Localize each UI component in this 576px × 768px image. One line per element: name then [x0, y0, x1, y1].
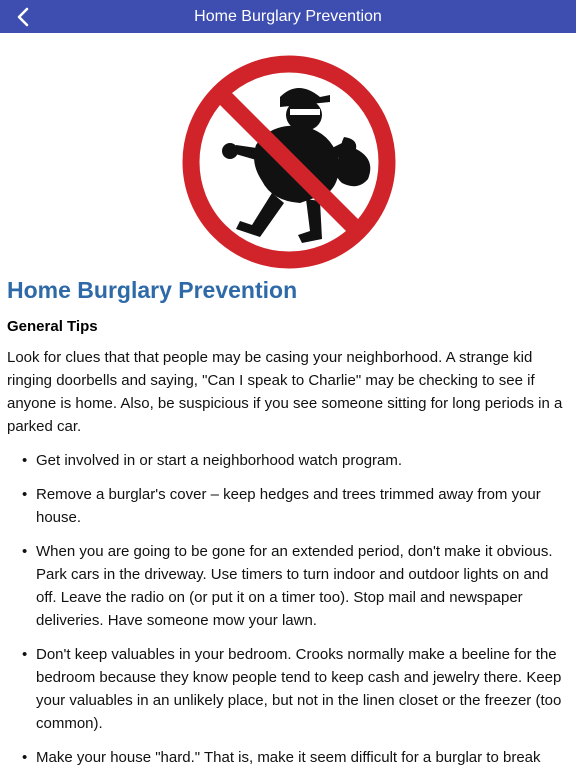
- bullet-icon: •: [22, 452, 28, 469]
- page-title: Home Burglary Prevention: [7, 277, 298, 303]
- nav-bar: [0, 0, 576, 33]
- tip-text: Make your house "hard." That is, make it seem difficult for a burglar to break: [36, 749, 541, 766]
- bullet-icon: •: [22, 486, 28, 503]
- section-heading: General Tips: [7, 318, 98, 335]
- tips-list: [0, 449, 576, 768]
- tip-text: Get involved in or start a neighborhood watch program.: [36, 452, 403, 469]
- nav-title: Home Burglary Prevention: [194, 8, 382, 25]
- bullet-icon: •: [22, 749, 28, 766]
- tip-text: Don't keep valuables in your bedroom. Crooks normally make a beeline for the bedroom because they know people tend to keep cash and jewelry there. Keep your valuables in an unlikely place, but not in the linen closet or the freezer (too common).: [36, 646, 562, 732]
- intro-paragraph: Look for clues that that people may be casing your neighborhood. A strange kid ringing doorbells and saying, "Can I speak to Charlie" may be checking to see if anyone is home. Also, be suspicious if you see someone sitting for long periods in a parked car.: [7, 349, 563, 435]
- list-item: [0, 746, 576, 768]
- bullet-icon: •: [22, 543, 28, 560]
- article-scroll-view[interactable]: [0, 33, 576, 768]
- list-item: [0, 449, 576, 472]
- list-item: [0, 643, 576, 735]
- tip-text: When you are going to be gone for an extended period, don't make it obvious. Park cars in the driveway. Use timers to turn indoor and outdoor lights on and off. Leave the radio on (or put it on a timer too). Stop mail and newspaper deliveries. Have someone mow your lawn.: [36, 543, 553, 629]
- no-burglar-sign-icon: [180, 53, 398, 271]
- list-item: [0, 540, 576, 632]
- tip-text: Remove a burglar's cover – keep hedges and trees trimmed away from your house.: [36, 486, 541, 526]
- list-item: [0, 483, 576, 529]
- bullet-icon: •: [22, 646, 28, 663]
